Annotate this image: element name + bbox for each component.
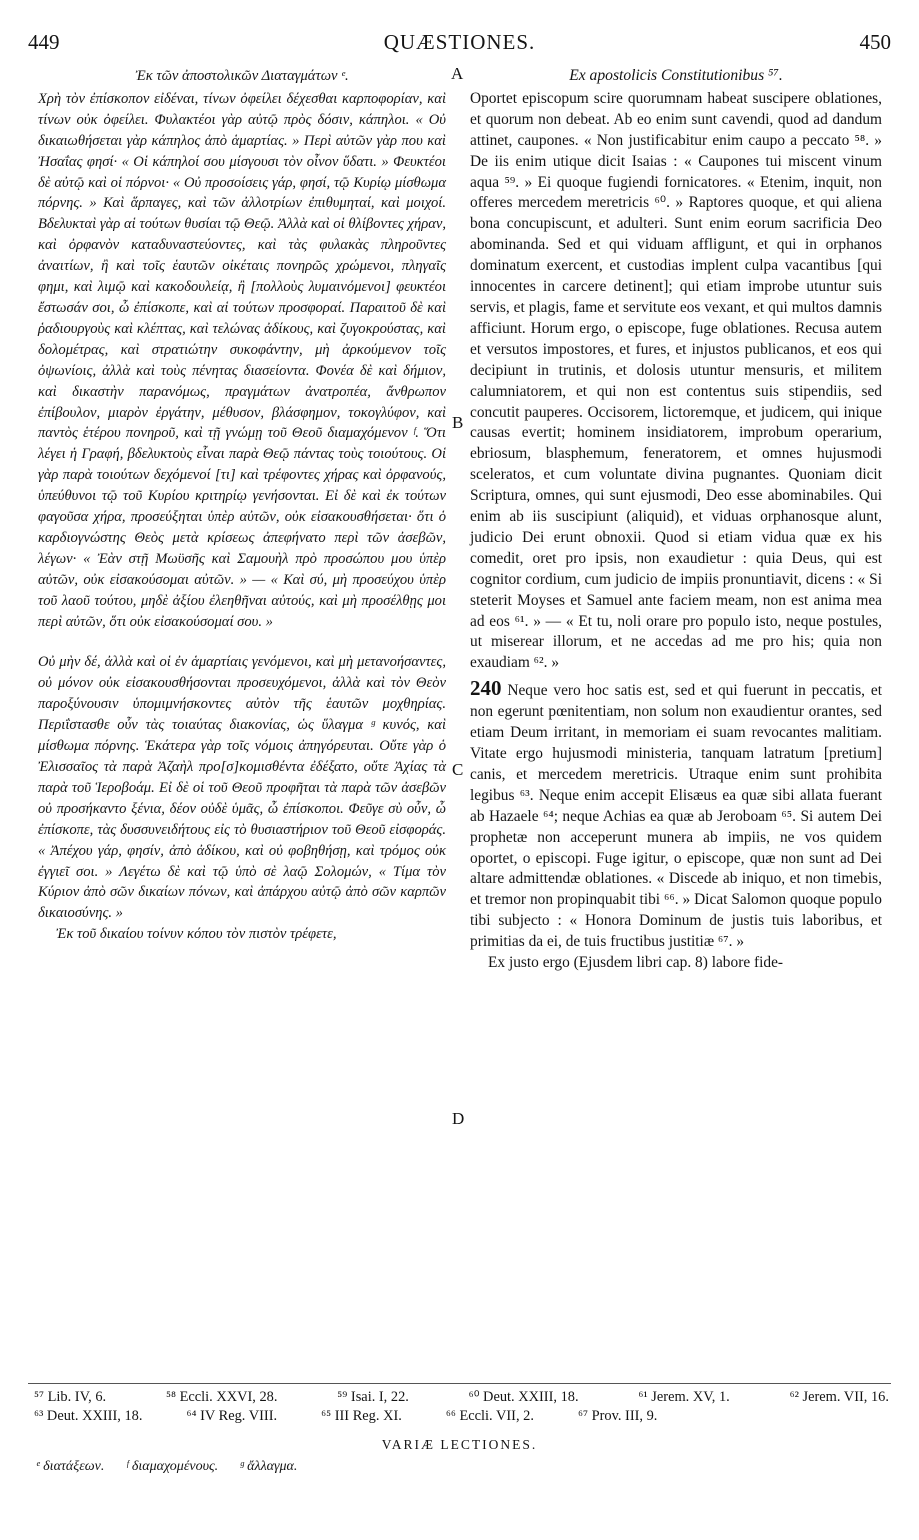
footnote: ⁶⁰ Deut. XXIII, 18. — [468, 1389, 579, 1405]
latin-paragraph-2 — [470, 678, 882, 953]
footnotes-row-2 — [34, 1407, 889, 1426]
left-page-number: 449 — [28, 30, 60, 54]
margin-letter-d: D — [452, 1109, 465, 1128]
footnote: ⁶⁴ IV Reg. VIII. — [186, 1408, 278, 1424]
latin-column — [470, 66, 882, 974]
greek-column-title: Ἐκ τῶν ἀποστολικῶν Διαταγμάτων ᵉ. — [135, 68, 349, 84]
greek-paragraph-1: Χρὴ τὸν ἐπίσκοπον εἰδέναι, τίνων ὀφείλει δέχεσθαι καρποφορίαν, καὶ τίνων οὐκ ὀφείλει. Φυλακτέοι γὰρ αὐτῷ πρὸς δόσιν, κάπηλοι. « Οὐ δικαιωθήσεται γὰρ κάπηλος ἀπὸ ἁμαρτίας. » Περὶ αὐτῶν γὰρ που καὶ Ἠσαΐας φησί· « Οἱ κάπηλοί σου μίσγουσι τὸν οἶνον ὕδατι. » Φευκτέοι δὲ αὐτῷ καὶ οἱ πόρνοι· « Οὐ προσοίσεις γάρ, φησί, τῷ Κυρίῳ μίσθωμα πόρνης. » Καὶ ἅρπαγες, καὶ τῶν ἀλλοτρίων ἐπιθυμηταί, καὶ μοιχοί. Βδελυκταὶ γὰρ αἱ τούτων θυσίαι τῷ Θεῷ. Ἀλλὰ καὶ οἱ θλίβοντες χήραν, καὶ ὀρφανὸν καταδυναστεύοντες, καὶ τὰς φυλακὰς πληροῦντες ἀναιτίων, ἢ καὶ τοῖς ἑαυτῶν οἰκέταις πονηρῶς χρώμενοι, πληγαῖς φημι, καὶ λιμῷ καὶ κακοδουλείᾳ, ἢ [πολλοὺς λυμαινόμενοι] φευκτέοι ἔστωσάν σοι, ὦ ἐπίσκοπε, καὶ αἱ τούτων προσφοραί. Παραιτοῦ δὲ καὶ ῥαδιουργοὺς καὶ κλέπτας, καὶ τελώνας ἀδίκους, καὶ ζυγοκρούστας, καὶ δολομέτρας, καὶ στρατιώτην συκοφάντην, μὴ ἀρκούμενον τοῖς ὀψωνίοις, ἀλλὰ καὶ τοὺς πένητας διασείοντα. Φονέα δὲ καὶ δήμιον, καὶ δικαστὴν παρανόμως, πραγμάτων ἀνατροπέα, ἄνθρωπον ἐπίβουλον, μιαρὸν ἐργάτην, μέθυσον, βλάσφημον, τοκογλύφον, καὶ παντὸς ἑτέρου πονηροῦ, καὶ τῇ γνώμῃ τοῦ Θεοῦ διαμαχόμενον ᶠ. Ὅτι λέγει ἡ Γραφή, βδελυκτοὺς εἶναι παρὰ Θεῷ πάντας τοὺς τοιούτους. Οἱ γὰρ παρὰ τοιούτων δεχόμενοί [τι] καὶ τρέφοντες χήρας καὶ ὀρφανούς, ὑπεύθυνοι τῷ τοῦ Κυρίου κριτηρίῳ γενήσονται. Εἰ δὲ καὶ ἐκ τούτων φαγοῦσα χήρα, προσεύξηται ὑπὲρ αὐτῶν, οὐκ εἰσακουσθήσεται· ὅτι ὁ καρδιογνώστης Θεὸς μετὰ κρίσεως ἀπεφήνατο περὶ τῶν ἀσεβῶν, λέγων· « Ἐὰν στῇ Μωϋσῆς καὶ Σαμουὴλ πρὸ προσώπου μου ὑπὲρ αὐτῶν, οὐκ εἰσακούσομαι αὐτῶν. » — « Καὶ σύ, μὴ προσεύχου ὑπὲρ τοῦ λαοῦ τούτου, μηδὲ ἀξίου ἐλεηθῆναι αὐτούς, καὶ μὴ προσέλθῃς μοι περὶ αὐτῶν, ὅτι οὐκ εἰσακούσομαί σου. » — [38, 90, 446, 630]
greek-column — [38, 66, 446, 945]
running-header — [28, 30, 891, 58]
footnotes-row-1 — [34, 1388, 889, 1407]
footnote-rule — [28, 1383, 891, 1384]
footnote: ⁶⁵ III Reg. XI. — [321, 1408, 402, 1424]
latin-column-title: Ex apostolicis Constitutionibus ⁵⁷. — [569, 67, 783, 84]
latin-paragraph-2-text: Neque vero hoc satis est, sed et qui fuerunt in peccatis, et non egerunt pœnitentiam, non solum non exaudientur orantes, sed etiam Deum irritant, in memoriam ei suam revocantes malitiam. Vitate ergo hujusmodi ministeria, tanquam latratum [pretium] canis, et mercedem meretricis. Utraque enim sunt prohibita legibus ⁶³. Neque enim accepit Elisæus ea quæ sibi allata fuerant ab Hazaele ⁶⁴; neque Achias ea quæ ab Jeroboam ⁶⁵. Si autem Dei prophetæ non acceperunt munera ab impiis, ne vos quidem oportet, o episcopi. Fuge igitur, o episcope, quæ non sunt ad Dei altare admittendæ oblationes. « Discede ab iniquo, et non timebis, et tremor non propinquabit tibi ⁶⁶. » Dicat Salomon quoque populo tibi subjecto : « Honora Dominum de justis tuis laboribus, et primitias da ei, de tuis fructibus justitiæ ⁶⁷. » — [470, 682, 882, 951]
variae-lectiones — [36, 1459, 315, 1475]
running-title: QUÆSTIONES. — [383, 30, 536, 54]
footnote: ⁶⁷ Prov. III, 9. — [577, 1408, 658, 1424]
variant-reading: ᶠ διαμαχομένους. — [125, 1459, 219, 1474]
footnote: ⁵⁸ Eccli. XXVI, 28. — [165, 1389, 278, 1405]
footnotes — [34, 1388, 889, 1426]
footnote: ⁶³ Deut. XXIII, 18. — [34, 1408, 143, 1424]
footnote: ⁵⁷ Lib. IV, 6. — [34, 1389, 107, 1405]
footnote: ⁶² Jerem. VII, 16. — [789, 1389, 889, 1405]
latin-paragraph-1: Oportet episcopum scire quorumnam habeat suscipere oblationes, et quorum non debeat. Ab eo enim sunt cavendi, quod ad dandum attinet, caupones. « Non justificabitur enim caupo a peccato ⁵⁸. » De iis enim utique dicit Isaias : « Caupones tui miscent vinum aqua ⁵⁹. » Ei quoque fugiendi fornicatores. « Etenim, inquit, non offeres mercedem meretricis ⁶⁰. » Raptores quoque, et qui aliena bona concupiscunt, et adulteri. Sunt enim eorum sacrificia Deo abominanda. Sed et qui viduam affligunt, et qui in orphanos dominatum exercent, et custodias implent culpa vacantibus [qui innocentes in carcere detinent]; qui etiam improbe utuntur suis servis, et plagis, fame et servitute eos vexant, et qui multos damnis afficiunt. Horum ergo, o episcope, fuge oblationes. Recusa autem et versutos impostores, et fures, et injustos publicanos, et eos qui decipiunt in trutinis, et dolosis utuntur mensuris, et militem calumniatorem, et qui non est contentus suis stipendiis, sed concutit pauperes. Occisorem, lictoremque, et judicem, qui inique causas evertit; hominem insidiatorem, improbum operarium, ebriosum, blasphemum, feneratorem, et omnes hujusmodi sceleratos, et cum voluntate divina pugnantes. Quoniam dicit Scriptura, omnes, qui sunt ejusmodi, Deo esse abominabiles. Qui enim ab iis suscipiunt (aliquid), et viduas orphanosque alunt, judicio Dei erunt obnoxii. Quod si etiam vidua quæ ex his comedit, oret pro ipsis, non exaudietur : quia Deus, qui est cognitor cordium, cum judicio de impiis pronuntiavit, dicens : « Si steterit Moyses et Samuel ante faciem meam, non est anima mea ad eos ⁶¹. » — « Et tu, noli orare pro populo isto, neque postules, ut miserear illorum, et ne accedas ad me pro his; quia non exaudiam ⁶². » — [470, 89, 882, 672]
footnote: ⁵⁹ Isai. I, 22. — [337, 1389, 409, 1405]
latin-paragraph-3: Ex justo ergo (Ejusdem libri cap. 8) labore fide- — [488, 954, 784, 972]
footnote: ⁶⁶ Eccli. VII, 2. — [445, 1408, 534, 1424]
margin-letter-c: C — [452, 760, 464, 779]
margin-letter-b: B — [452, 413, 464, 432]
variant-reading: ᵍ ἄλλαγμα. — [239, 1459, 298, 1474]
variant-reading: ᵉ διατάξεων. — [36, 1459, 105, 1474]
column-number: 240 — [470, 676, 502, 701]
greek-paragraph-2: Οὐ μὴν δέ, ἀλλὰ καὶ οἱ ἐν ἁμαρτίαις γενόμενοι, καὶ μὴ μετανοήσαντες, οὐ μόνον οὐκ εἰσακουσθήσονται προσευχόμενοι, ἀλλὰ καὶ τὸν Θεὸν παροξύνουσιν ὑπομιμνήσκοντες αὐτὸν τῆς ἑαυτῶν μοχθηρίας. Περιΐστασθε οὖν τὰς τοιαύτας διακονίας, ὡς ὕλαγμα ᵍ κυνός, καὶ μίσθωμα πόρνης. Ἑκάτερα γὰρ τοῖς νόμοις ἀπηγόρευται. Οὔτε γὰρ ὁ Ἐλισσαῖος τὰ παρὰ Ἀζαὴλ προ[σ]κομισθέντα ἐδέξατο, οὔτε Ἀχίας τὰ παρὰ τοῦ Ἱεροβοάμ. Εἰ δὲ οἱ τοῦ Θεοῦ προφῆται τὰ παρὰ τῶν ἀσεβῶν οὐ προσήκαντο ξένια, δέον οὐδὲ ὑμᾶς, ὦ ἐπίσκοποι. Φεῦγε σὺ οὖν, ὦ ἐπίσκοπε, τὰς δυσσυνειδήτους εἰς τὸ θυσιαστήριον τοῦ Θεοῦ εἰσφοράς. « Ἀπέχου γάρ, φησίν, ἀπὸ ἀδίκου, καὶ οὐ φοβηθήσῃ, καὶ τρόμος οὐκ ἐγγιεῖ σοι. » Λεγέτω δὲ καὶ τῷ ὑπὸ σὲ λαῷ Σολομών, « Τίμα τὸν Κύριον ἀπὸ σῶν δικαίων πόνων, καὶ ἀπάρχου αὐτῷ ἀπὸ σῶν καρπῶν δικαιοσύνης. » — [38, 654, 446, 922]
right-page-number: 450 — [859, 30, 891, 54]
footnote: ⁶¹ Jerem. XV, 1. — [638, 1389, 730, 1405]
margin-letter-a: A — [451, 64, 464, 83]
greek-paragraph-3: Ἐκ τοῦ δικαίου τοίνυν κόπου τὸν πιστὸν τρέφετε, — [56, 926, 337, 943]
variae-lectiones-heading: VARIÆ LECTIONES. — [381, 1437, 538, 1452]
